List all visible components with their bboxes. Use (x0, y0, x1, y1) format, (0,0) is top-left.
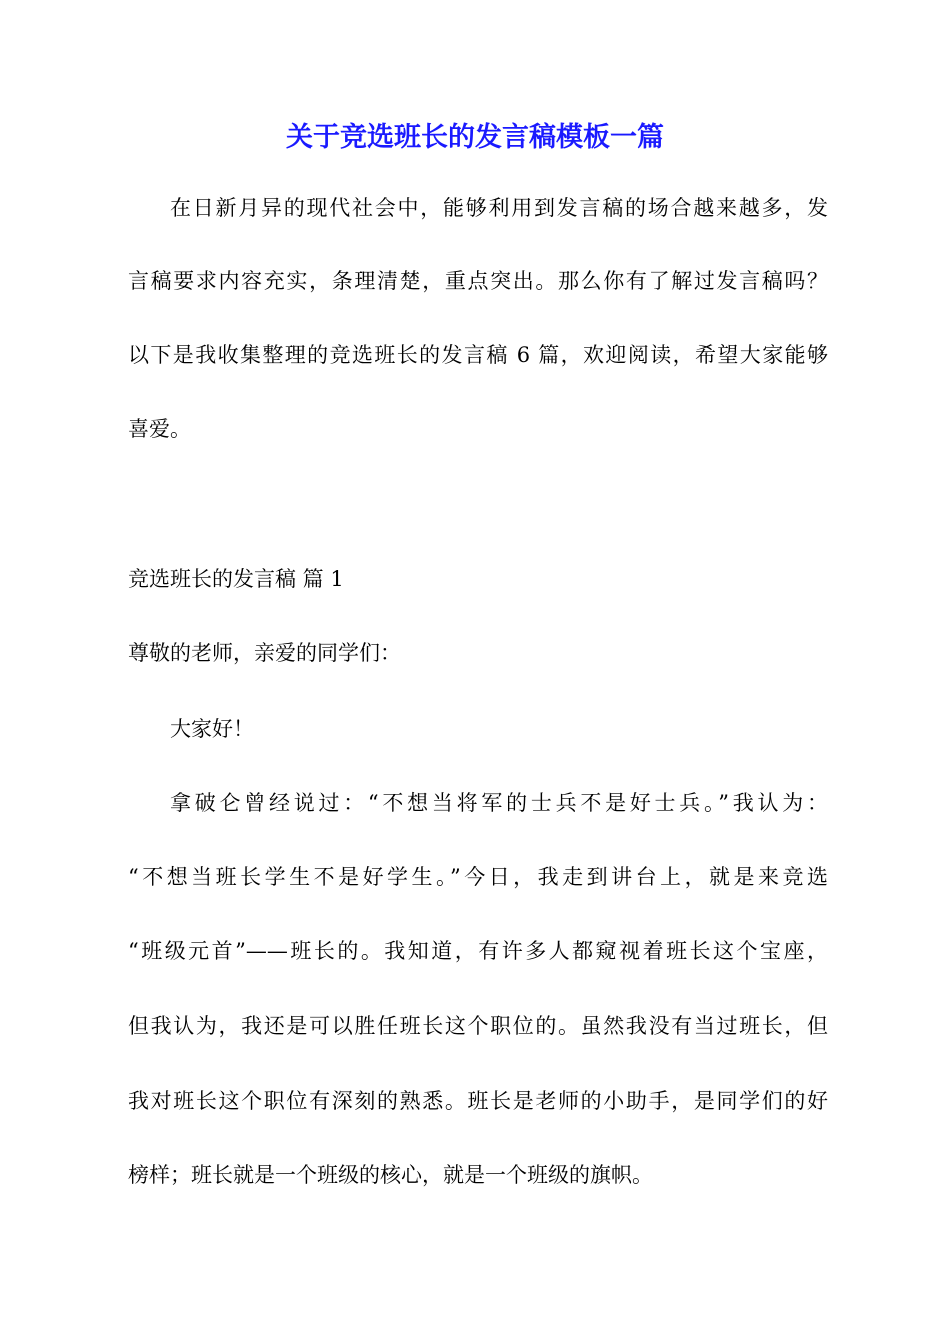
intro-line-2: 言稿要求内容充实，条理清楚，重点突出。那么你有了解过发言稿吗？ (128, 269, 828, 293)
body-line-5: 我对班长这个职位有深刻的熟悉。班长是老师的小助手，是同学们的好 (128, 1089, 828, 1113)
document-title: 关于竞选班长的发言稿模板一篇 (286, 122, 664, 153)
body-line-3: “班级元首”——班长的。我知道，有许多人都窥视着班长这个宝座， (128, 939, 828, 963)
body-line-6: 榜样；班长就是一个班级的核心，就是一个班级的旗帜。 (128, 1163, 653, 1187)
salutation: 尊敬的老师，亲爱的同学们： (128, 641, 401, 665)
section-heading: 竞选班长的发言稿 篇 1 (128, 567, 344, 591)
intro-line-4: 喜爱。 (128, 417, 191, 441)
greeting: 大家好！ (170, 717, 254, 741)
intro-line-3: 以下是我收集整理的竞选班长的发言稿 6 篇，欢迎阅读，希望大家能够 (128, 343, 828, 367)
body-line-1: 拿破仑曾经说过：“不想当将军的士兵不是好士兵。”我认为： (170, 791, 828, 815)
body-line-2: “不想当班长学生不是好学生。”今日，我走到讲台上，就是来竞选 (128, 865, 828, 889)
body-line-4: 但我认为，我还是可以胜任班长这个职位的。虽然我没有当过班长，但 (128, 1014, 828, 1038)
intro-line-1: 在日新月异的现代社会中，能够利用到发言稿的场合越来越多，发 (170, 196, 828, 220)
